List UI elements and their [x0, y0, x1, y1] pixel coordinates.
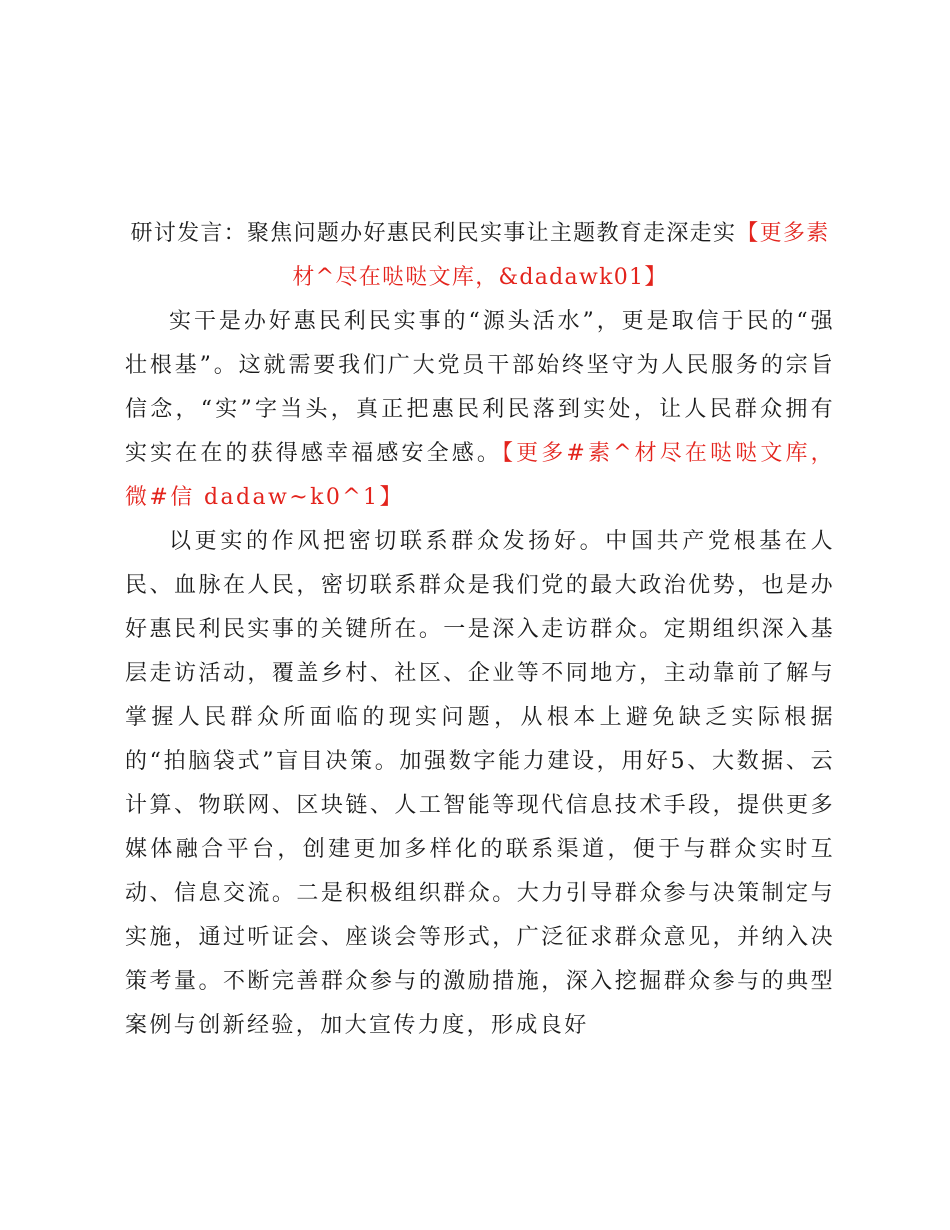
- paragraph-2: [125, 520, 835, 1048]
- paragraph-2-text: 以更实的作风把密切联系群众发扬好。中国共产党根基在人民、血脉在人民，密切联系群众是我们党的最大政治优势，也是办好惠民利民实事的关键所在。一是深入走访群众。定期组织深入基层走访活动，覆盖乡村、社区、企业等不同地方，主动靠前了解与掌握人民群众所面临的现实问题，从根本上避免缺乏实际根据的“拍脑袋式”盲目决策。加强数字能力建设，用好5、大数据、云计算、物联网、区块链、人工智能等现代信息技术手段，提供更多媒体融合平台，创建更加多样化的联系渠道，便于与群众实时互动、信息交流。二是积极组织群众。大力引导群众参与决策制定与实施，通过听证会、座谈会等形式，广泛征求群众意见，并纳入决策考量。不断完善群众参与的激励措施，深入挖掘群众参与的典型案例与创新经验，加大宣传力度，形成良好: [125, 529, 835, 1038]
- paragraph-1-watermark: 【更多#素^材尽在哒哒文库，微#信 dadaw~k0^1】: [125, 441, 835, 510]
- title-text: 研讨发言：聚焦问题办好惠民利民实事让主题教育走深走实: [130, 221, 737, 246]
- document-page: [125, 212, 835, 1048]
- document-title: [125, 212, 835, 300]
- title-watermark: 【更多素材^尽在哒哒文库，&dadawk01】: [292, 221, 830, 290]
- paragraph-1: [125, 300, 835, 520]
- paragraph-1-text: 实干是办好惠民利民实事的“源头活水”，更是取信于民的“强壮根基”。这就需要我们广大党员干部始终坚守为人民服务的宗旨信念，“实”字当头，真正把惠民利民落到实处，让人民群众拥有实实在在的获得感幸福感安全感。: [125, 309, 835, 466]
